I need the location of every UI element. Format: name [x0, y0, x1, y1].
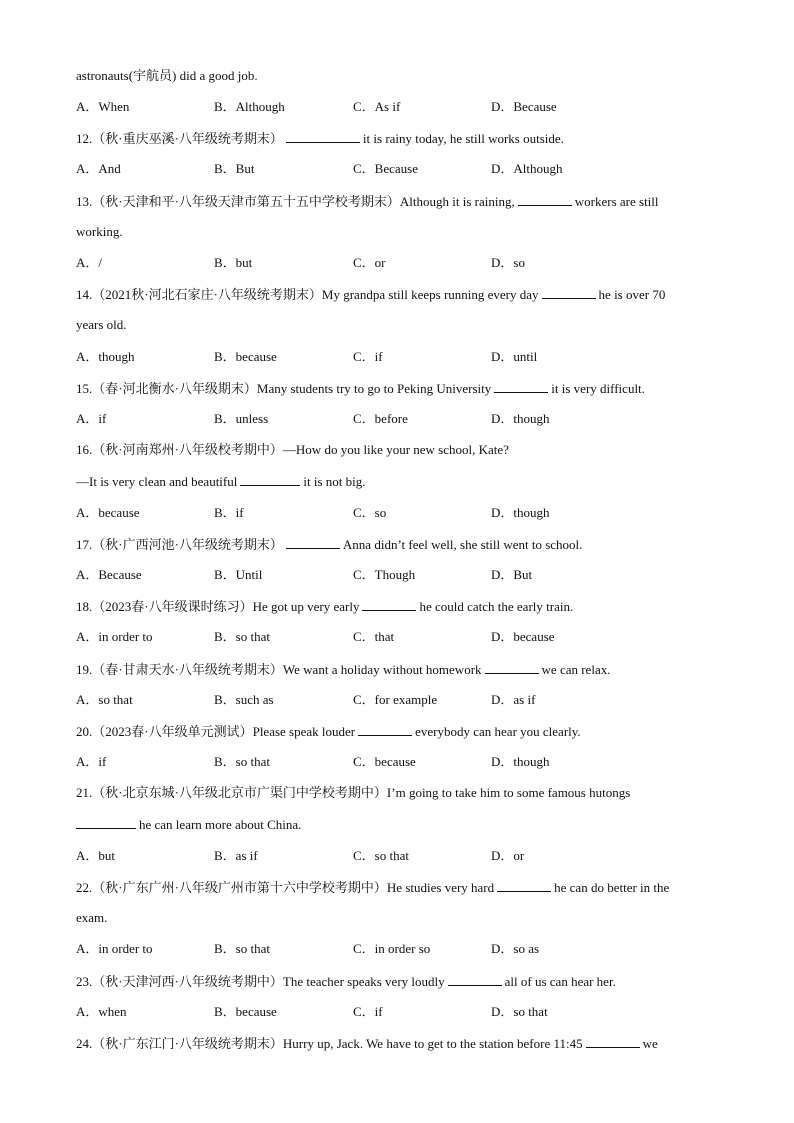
question-text-segment: it is not big.	[303, 474, 366, 489]
option-c: C．because	[353, 754, 416, 769]
question-text-segment: He got up very early	[252, 599, 360, 614]
option-c: C．if	[353, 349, 383, 364]
option-d: D．Although	[491, 161, 563, 176]
option-c: C．As if	[353, 99, 401, 114]
option-d: D．as if	[491, 692, 536, 707]
question-21	[76, 785, 630, 801]
option-a: A．in order to	[76, 941, 153, 956]
question-text-segment: everybody can hear you clearly.	[415, 724, 581, 739]
option-a: A．because	[76, 505, 140, 520]
question-text-segment: Many students try to go to Peking University	[256, 381, 492, 396]
option-b: B．such as	[214, 692, 274, 707]
question-16	[76, 442, 509, 458]
option-b: B．Although	[214, 99, 285, 114]
question-text	[76, 68, 258, 84]
option-d: D．so	[491, 255, 525, 270]
question-text-segment: My grandpa still keeps running every day	[321, 287, 539, 302]
question-text-segment: years old.	[76, 317, 127, 332]
question-23	[76, 973, 616, 990]
question-prefix: 18.（2023春·八年级课时练习）	[76, 599, 253, 614]
option-c: C．before	[353, 411, 408, 426]
question-18	[76, 598, 573, 615]
option-a: A．though	[76, 349, 135, 364]
answer-blank	[76, 816, 136, 829]
option-c: C．so	[353, 505, 387, 520]
question-prefix: 17.（秋·广西河池·八年级统考期末）	[76, 537, 283, 552]
question-text-segment: We want a holiday without homework	[282, 662, 482, 677]
question-prefix: 24.（秋·广东江门·八年级统考期末）	[76, 1036, 283, 1051]
options-row	[76, 941, 716, 957]
question-24	[76, 1035, 658, 1052]
question-prefix: 13.（秋·天津和平·八年级天津市第五十五中学校考期末）	[76, 194, 400, 209]
question-text-segment: exam.	[76, 910, 108, 925]
option-d: D．because	[491, 629, 555, 644]
question-prefix: 15.（春·河北衡水·八年级期末）	[76, 381, 257, 396]
question-continuation	[76, 910, 107, 926]
question-15	[76, 380, 645, 397]
option-b: B．so that	[214, 629, 270, 644]
option-c: C．that	[353, 629, 395, 644]
option-d: D．though	[491, 505, 550, 520]
option-d: D．so as	[491, 941, 540, 956]
question-prefix: 21.（秋·北京东城·八年级北京市广渠门中学校考期中）	[76, 785, 387, 800]
question-13	[76, 193, 659, 210]
question-text-segment: we	[642, 1036, 658, 1051]
option-a: A．Because	[76, 567, 142, 582]
question-text-segment: He studies very hard	[386, 880, 495, 895]
option-b: B．Until	[214, 567, 263, 582]
question-text-segment: it is very difficult.	[551, 381, 645, 396]
option-b: B．so that	[214, 941, 270, 956]
option-b: B．as if	[214, 848, 258, 863]
options-row	[76, 848, 716, 864]
question-text-segment: he can do better in the	[554, 880, 670, 895]
answer-blank	[240, 473, 300, 486]
question-text-segment: working.	[76, 224, 123, 239]
option-a: A．if	[76, 754, 107, 769]
options-row	[76, 349, 716, 365]
options-row	[76, 161, 716, 177]
option-d: D．though	[491, 411, 550, 426]
answer-blank	[485, 661, 539, 674]
option-a: A．When	[76, 99, 130, 114]
options-row	[76, 692, 716, 708]
question-text-segment: astronauts(宇航员) did a good job.	[76, 68, 258, 83]
option-c: C．Though	[353, 567, 416, 582]
options-row	[76, 255, 716, 271]
option-c: C．in order so	[353, 941, 431, 956]
question-reply	[76, 473, 365, 490]
question-19	[76, 661, 610, 678]
question-text-segment: we can relax.	[541, 662, 611, 677]
answer-blank	[497, 879, 551, 892]
question-text-segment: Anna didn’t feel well, she still went to school.	[342, 537, 583, 552]
question-14	[76, 286, 665, 303]
question-22	[76, 879, 669, 896]
option-c: C．so that	[353, 848, 409, 863]
option-b: B．unless	[214, 411, 269, 426]
question-text-segment: Please speak louder	[252, 724, 356, 739]
question-text-segment: —It is very clean and beautiful	[76, 474, 238, 489]
options-row	[76, 411, 716, 427]
option-a: A．if	[76, 411, 107, 426]
question-continuation	[76, 816, 301, 833]
option-a: A．in order to	[76, 629, 153, 644]
option-b: B．But	[214, 161, 255, 176]
question-text-segment: he is over 70	[598, 287, 666, 302]
answer-blank	[542, 286, 596, 299]
question-continuation	[76, 224, 123, 240]
question-prefix: 19.（春·甘肃天水·八年级统考期末）	[76, 662, 283, 677]
option-a: A．/	[76, 255, 103, 270]
options-row	[76, 567, 716, 583]
option-c: C．for example	[353, 692, 438, 707]
option-a: A．so that	[76, 692, 133, 707]
option-d: D．until	[491, 349, 538, 364]
options-row	[76, 629, 716, 645]
option-b: B．so that	[214, 754, 270, 769]
options-row	[76, 754, 716, 770]
option-c: C．or	[353, 255, 386, 270]
option-d: D．so that	[491, 1004, 548, 1019]
option-b: B．because	[214, 349, 277, 364]
option-b: B．but	[214, 255, 253, 270]
option-b: B．because	[214, 1004, 277, 1019]
question-text-segment: Although it is raining,	[399, 194, 515, 209]
option-b: B．if	[214, 505, 244, 520]
question-prefix: 14.（2021秋·河北石家庄·八年级统考期末）	[76, 287, 322, 302]
question-12	[76, 130, 564, 147]
question-text-segment: it is rainy today, he still works outside.	[362, 131, 564, 146]
question-prefix: 22.（秋·广东广州·八年级广州市第十六中学校考期中）	[76, 880, 387, 895]
answer-blank	[518, 193, 572, 206]
option-a: A．but	[76, 848, 116, 863]
question-prefix: 23.（秋·天津河西·八年级统考期中）	[76, 974, 283, 989]
option-a: A．when	[76, 1004, 127, 1019]
option-d: D．or	[491, 848, 525, 863]
option-c: C．Because	[353, 161, 418, 176]
question-prefix: 16.（秋·河南郑州·八年级校考期中）	[76, 442, 283, 457]
answer-blank	[358, 723, 412, 736]
option-a: A．And	[76, 161, 121, 176]
question-prefix: 20.（2023春·八年级单元测试）	[76, 724, 253, 739]
question-prefix: 12.（秋·重庆巫溪·八年级统考期末）	[76, 131, 283, 146]
answer-blank	[448, 973, 502, 986]
question-20	[76, 723, 581, 740]
option-d: D．But	[491, 567, 533, 582]
question-text-segment: he can learn more about China.	[139, 817, 302, 832]
question-text-segment: The teacher speaks very loudly	[282, 974, 445, 989]
answer-blank	[286, 536, 340, 549]
answer-blank	[494, 380, 548, 393]
answer-blank	[286, 130, 360, 143]
option-d: D．though	[491, 754, 550, 769]
answer-blank	[362, 598, 416, 611]
question-continuation	[76, 317, 127, 333]
question-text-segment: he could catch the early train.	[419, 599, 574, 614]
question-text-segment: Hurry up, Jack. We have to get to the station before 11:45	[282, 1036, 583, 1051]
question-text-segment: workers are still	[574, 194, 659, 209]
option-d: D．Because	[491, 99, 557, 114]
answer-blank	[586, 1035, 640, 1048]
options-row	[76, 99, 716, 115]
question-text-segment: I’m going to take him to some famous hutongs	[386, 785, 631, 800]
question-text-segment: all of us can hear her.	[504, 974, 616, 989]
options-row	[76, 1004, 716, 1020]
options-row	[76, 505, 716, 521]
question-text-segment: —How do you like your new school, Kate?	[282, 442, 509, 457]
option-c: C．if	[353, 1004, 383, 1019]
question-17	[76, 536, 582, 553]
